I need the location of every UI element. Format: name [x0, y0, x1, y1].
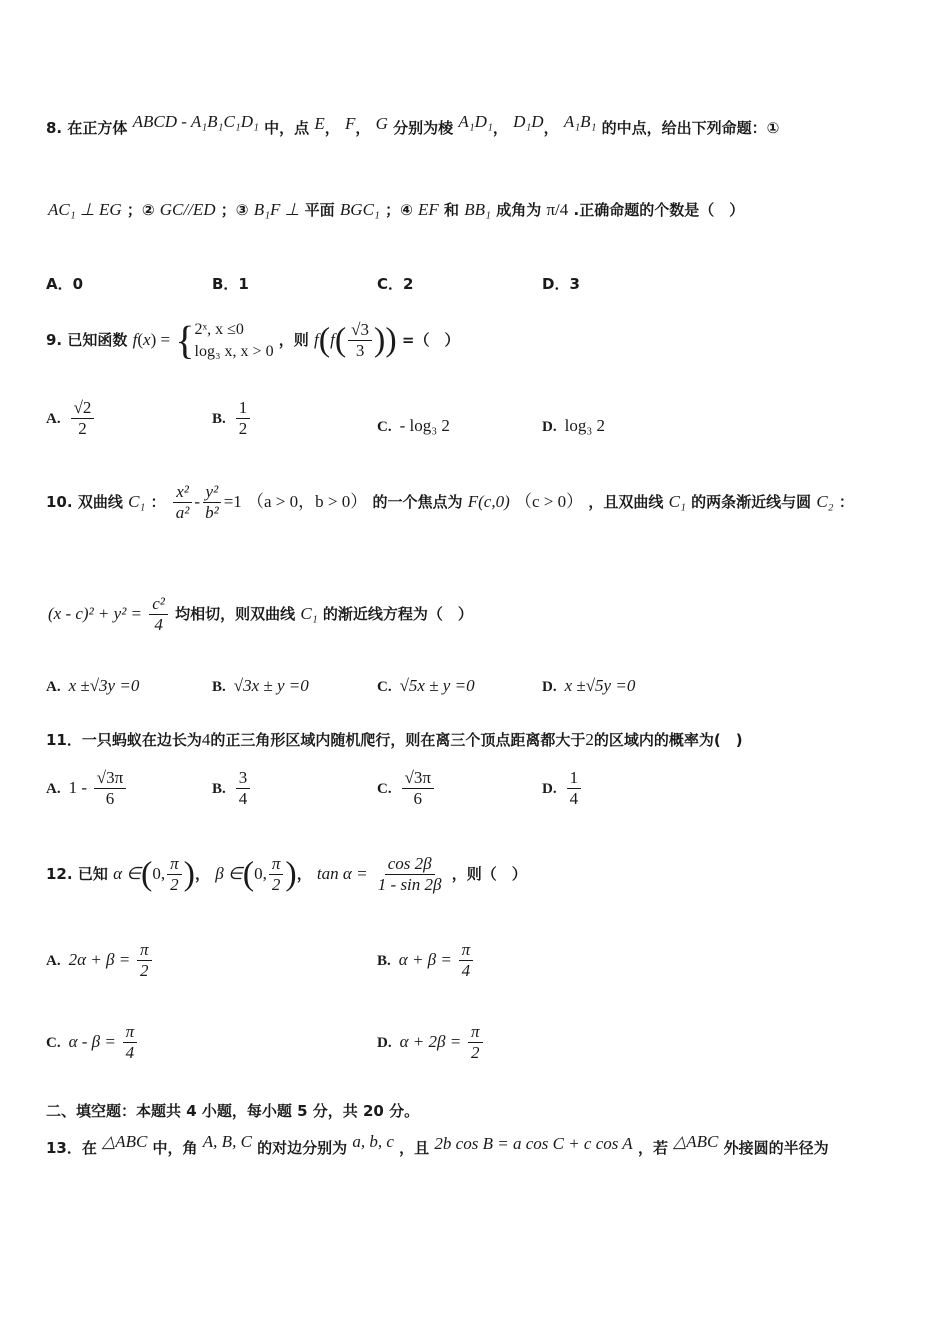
q12-number: 12.: [46, 865, 73, 883]
q8-option-d[interactable]: D．3: [542, 275, 580, 293]
q12-option-c[interactable]: C. α - β = $\frac{\pi}{4}$: [46, 1022, 139, 1063]
q10-focus: F(c,0): [467, 492, 510, 511]
q9-number: 9.: [46, 331, 63, 349]
q8-option-b[interactable]: B．1: [212, 275, 249, 293]
q13-equation: 2b cos B = a cos C + c cos A: [434, 1134, 633, 1153]
q8-proposition-3: B₁F ⊥: [253, 200, 300, 219]
q12-option-a[interactable]: A. 2α + β = $\frac{\pi}{2}$: [46, 940, 154, 981]
q9-option-b[interactable]: B. $\frac{1}{2}$: [212, 398, 252, 439]
section-2-title: 二、填空题：本题共 4 小题，每小题 5 分，共 20 分。: [46, 1102, 420, 1120]
q11-option-a[interactable]: A. 1 - $\frac{√3\pi}{6}$: [46, 768, 128, 809]
q10-stem: 10. 双曲线 C₁ ： $\frac{\text{x²}}{\text{a²}}$ - $\frac{\text{y²}}{\text{b²}}$ =1 （a > 0，b > 0） 的一个焦点为 F(c,0) （c > 0） ，且双曲线 C₁ 的两条渐近线与圆 C₂ ：: [46, 482, 854, 522]
q8-line-1: 8. 在正方体 ABCD - A₁B₁C₁D₁ 中，点 E， F， G 分别为棱 A₁D₁， D₁D， A₁B₁ 的中点，给出下列命题：①: [46, 112, 780, 137]
q11-option-b[interactable]: B. $\frac{3}{4}$: [212, 768, 252, 809]
q9-piecewise: 2ˣ, x ≤0 log₃ x, x > 0: [194, 320, 274, 360]
q13-number: 13．: [46, 1139, 82, 1157]
q10-option-c[interactable]: C. √5x ± y =0: [377, 676, 475, 695]
q9-option-d[interactable]: D. log₃ 2: [542, 416, 605, 435]
q8-number: 8.: [46, 119, 63, 137]
q8-angle-value: π/4: [546, 200, 569, 219]
q8-cube-label: ABCD - A₁B₁C₁D₁: [132, 112, 259, 131]
q10-option-a[interactable]: A. x ±√3y =0: [46, 676, 140, 695]
q10-option-b[interactable]: B. √3x ± y =0: [212, 676, 309, 695]
q12-option-d[interactable]: D. α + 2β = $\frac{\pi}{2}$: [377, 1022, 485, 1063]
q10-option-d[interactable]: D. x ±√5y =0: [542, 676, 636, 695]
q8-proposition-4: EF: [418, 200, 439, 219]
q11-number: 11．: [46, 731, 82, 749]
q10-circle-line: (x - c)² + y² = $\frac{\text{c²}}{4}$ 均相切，则双曲线 C₁ 的渐近线方程为（ ）: [48, 594, 473, 634]
q11-option-c[interactable]: C. $\frac{√3\pi}{6}$: [377, 768, 436, 809]
q8-line-2: AC₁ ⊥ EG ；② GC//ED ；③ B₁F ⊥ 平面 BGC₁ ；④ EF 和 BB₁ 成角为 π/4 .正确命题的个数是（ ）: [48, 200, 745, 219]
q9-option-a[interactable]: A. $\frac{√2}{2}$: [46, 398, 96, 439]
q8-option-a[interactable]: A．0: [46, 275, 84, 293]
q11-option-d[interactable]: D. $\frac{1}{4}$: [542, 768, 583, 809]
q8-option-c[interactable]: C．2: [377, 275, 414, 293]
q12-option-b[interactable]: B. α + β = $\frac{\pi}{4}$: [377, 940, 475, 981]
q11-stem: 11．一只蚂蚁在边长为4的正三角形区域内随机爬行，则在离三个顶点距离都大于2的区域内的概率为( ): [46, 730, 743, 749]
q8-proposition-2: GC//ED: [159, 200, 216, 219]
q9-option-c[interactable]: C. - log₃ 2: [377, 416, 450, 435]
q9-stem: 9. 已知函数 f(x) = { 2ˣ, x ≤0 log₃ x, x > 0 ，则 f(f( $\frac{√3}{3}$ )) =（ ）: [46, 317, 460, 363]
q10-number: 10.: [46, 493, 73, 511]
q13-stem: 13．在 △ABC 中，角 A, B, C 的对边分别为 a, b, c ，且 2b cos B = a cos C + c cos A ，若 △ABC 外接圆的半径为: [46, 1132, 829, 1157]
q12-stem: 12. 已知 α ∈(0, $\frac{\pi}{2}$ )， β ∈(0, $\frac{\pi}{2}$ )， tan α = $\frac{\cos 2\beta}{1 - \sin 2\beta}$ ，则（ ）: [46, 854, 527, 894]
q10-circle-equation: (x - c)² + y² =: [48, 604, 143, 623]
q8-proposition-1: AC₁ ⊥ EG: [48, 200, 122, 219]
